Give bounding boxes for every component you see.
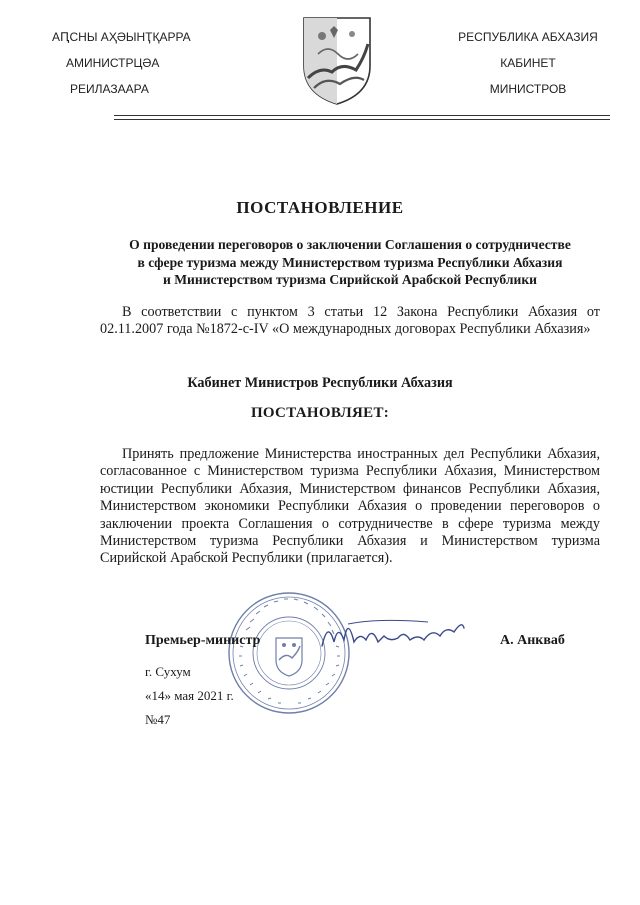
decree-word: ПОСТАНОВЛЯЕТ: xyxy=(250,405,390,421)
document-subtitle xyxy=(100,236,600,289)
header-right-line-3: МИНИСТРОВ xyxy=(489,82,567,96)
preamble-text: В соответствии с пунктом 3 статьи 12 Закона Республики Абхазия от 02.11.2007 года №1872-с-IV «О международных договорах Республики Абхазия» xyxy=(100,304,600,338)
city: г. Сухум xyxy=(145,664,191,679)
body-text: Принять предложение Министерства иностранных дел Республики Абхазия, согласованное с Министерством туризма Республики Абхазия, Министерством юстиции Республики Абхазия, Министерством финансов Республики Абхазия, Министерством экономики Республики Абхазия о проведении переговоров о заключении проекта Соглашения о сотрудничестве в сфере туризма между Министерством туризма Республики Абхазия и Министерством туризма Сирийской Арабской Республики (прилагается). xyxy=(100,446,600,567)
header-left-line-2: АМИНИСТРЦӘА xyxy=(66,56,160,70)
signatory-name: А. Анкваб xyxy=(500,633,565,648)
coat-of-arms-emblem xyxy=(300,14,374,106)
signatory-position: Премьер-министр xyxy=(145,633,261,648)
header-rule-bottom xyxy=(114,119,610,120)
subtitle-line-3: и Министерством туризма Сирийской Арабской Республики xyxy=(163,272,537,287)
subtitle-line-2: в сфере туризма между Министерством туризма Республики Абхазия xyxy=(137,254,563,270)
header-right-line-2: КАБИНЕТ xyxy=(500,56,556,70)
document-title: ПОСТАНОВЛЕНИЕ xyxy=(236,198,404,217)
authority-line: Кабинет Министров Республики Абхазия xyxy=(187,375,453,391)
handwritten-signature xyxy=(318,612,468,660)
subtitle-line-1: О проведении переговоров о заключении Соглашения о сотрудничестве xyxy=(129,237,571,252)
header-left-line-3: РЕИЛАЗААРА xyxy=(70,82,149,96)
header-rule-top xyxy=(114,115,610,116)
preamble-paragraph xyxy=(100,304,600,339)
header-right-line-1: РЕСПУБЛИКА АБХАЗИЯ xyxy=(458,30,598,44)
document-number: №47 xyxy=(145,712,171,727)
body-paragraph xyxy=(100,446,600,568)
date: «14» мая 2021 г. xyxy=(145,688,234,703)
header-left-line-1: АԤСНЫ АҲӘЫНҬҚАРРА xyxy=(52,30,191,44)
